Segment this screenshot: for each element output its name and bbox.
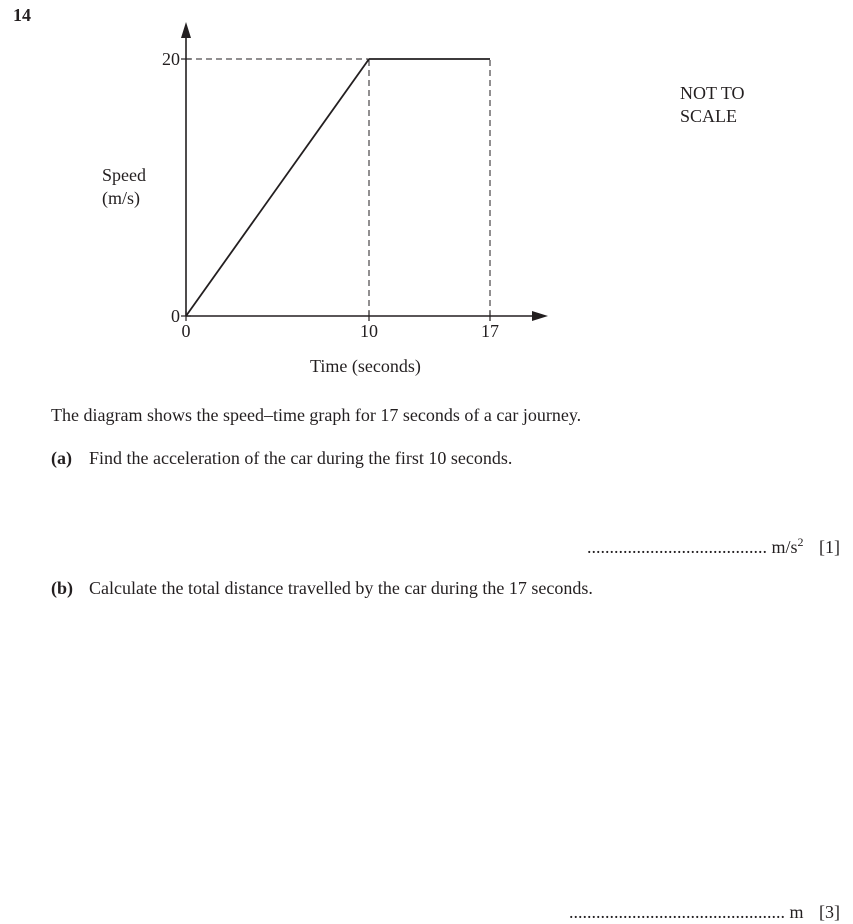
note-line1: NOT TO (680, 83, 745, 103)
question-number: 14 (13, 5, 31, 25)
part-b-answer-line (569, 902, 840, 923)
x-tick-label: 0 (181, 321, 191, 341)
answer-dots[interactable]: ........................................ (586, 537, 767, 557)
answer-unit: $m/s^2$ (771, 535, 804, 557)
part-a-answer-line (587, 535, 840, 558)
y-axis-label-line2: (m/s) (102, 188, 140, 208)
tick-labels (162, 49, 499, 341)
y-tick-label: 0 (171, 306, 180, 326)
y-axis-label-line1: Speed (102, 165, 146, 185)
part-a-text: Find the acceleration of the car during the first 10 seconds. (89, 448, 513, 468)
y-tick-label: 20 (162, 49, 180, 69)
x-axis-arrow (532, 311, 548, 321)
part-a (51, 448, 512, 469)
note-line2: SCALE (680, 106, 738, 126)
y-axis-label (102, 164, 146, 210)
not-to-scale-note (680, 82, 745, 128)
answer-dots[interactable]: ................................................ (568, 902, 785, 922)
marks-label: [1] (819, 537, 840, 557)
x-tick-label: 10 (360, 321, 378, 341)
part-a-letter: (a) (51, 448, 72, 468)
marks-label: [3] (819, 902, 840, 922)
answer-unit: m (789, 902, 804, 922)
speed-line-segment (186, 59, 369, 316)
y-axis-arrow (181, 22, 191, 38)
part-b-letter: (b) (51, 578, 73, 598)
question-stem: The diagram shows the speed–time graph for 17 seconds of a car journey. (51, 405, 582, 425)
reference-lines (186, 59, 490, 316)
part-b (51, 578, 593, 599)
part-b-text: Calculate the total distance travelled by the car during the 17 seconds. (89, 578, 593, 598)
x-axis-label: Time (seconds) (310, 356, 421, 376)
axis-ticks (181, 59, 490, 321)
speed-line-series (186, 59, 490, 316)
x-tick-label: 17 (481, 321, 499, 341)
